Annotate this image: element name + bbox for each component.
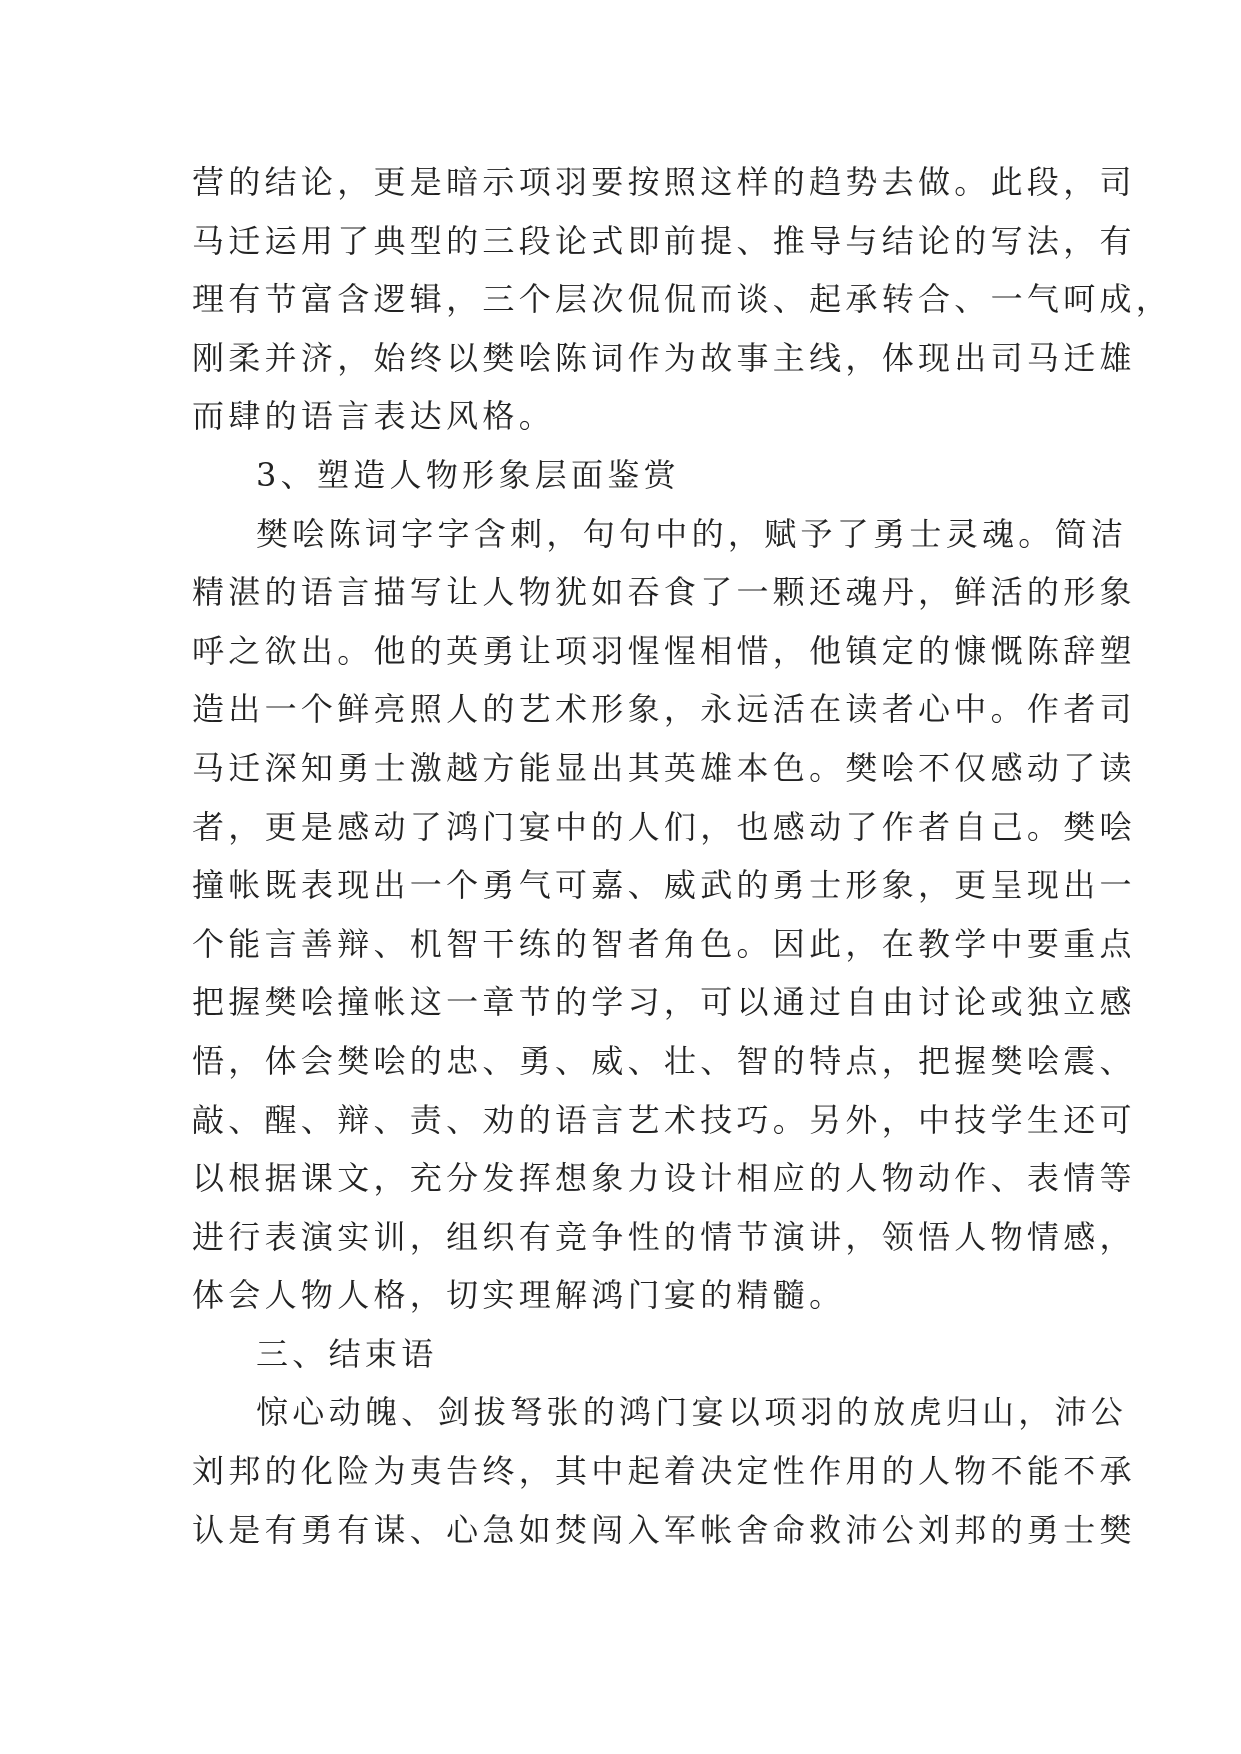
text-line: 认是有勇有谋、心急如焚闯入军帐舍命救沛公刘邦的勇士樊 [192, 1510, 1136, 1549]
text-line: 把握樊哙撞帐这一章节的学习，可以通过自由讨论或独立感 [192, 983, 1136, 1022]
body-text [192, 153, 1173, 1559]
text-line: 以根据课文，充分发挥想象力设计相应的人物动作、表情等 [192, 1159, 1136, 1198]
text-line: 马迁深知勇士激越方能显出其英雄本色。樊哙不仅感动了读 [192, 748, 1136, 787]
text-line: 进行表演实训，组织有竞争性的情节演讲，领悟人物情感， [192, 1217, 1136, 1256]
text-line: 呼之欲出。他的英勇让项羽惺惺相惜，他镇定的慷慨陈辞塑 [192, 631, 1136, 670]
text-line: 而肆的语言表达风格。 [192, 397, 556, 436]
text-line: 个能言善辩、机智干练的智者角色。因此，在教学中要重点 [192, 924, 1136, 963]
text-line: 理有节富含逻辑，三个层次侃侃而谈、起承转合、一气呵成， [192, 280, 1173, 319]
section-heading: 3、塑造人物形象层面鉴赏 [256, 455, 680, 494]
text-line: 精湛的语言描写让人物犹如吞食了一颗还魂丹，鲜活的形象 [192, 573, 1136, 612]
text-line: 营的结论，更是暗示项羽要按照这样的趋势去做。此段，司 [192, 163, 1136, 201]
text-line: 刘邦的化险为夷告终，其中起着决定性作用的人物不能不承 [192, 1452, 1136, 1491]
text-line: 者，更是感动了鸿门宴中的人们，也感动了作者自己。樊哙 [192, 807, 1136, 846]
text-line: 敲、醒、辩、责、劝的语言艺术技巧。另外，中技学生还可 [192, 1100, 1136, 1139]
text-line: 造出一个鲜亮照人的艺术形象，永远活在读者心中。作者司 [192, 690, 1136, 729]
text-line: 樊哙陈词字字含刺，句句中的，赋予了勇士灵魂。简洁 [256, 514, 1128, 553]
text-line: 体会人物人格，切实理解鸿门宴的精髓。 [192, 1276, 846, 1315]
text-line: 悟，体会樊哙的忠、勇、威、壮、智的特点，把握樊哙震、 [192, 1041, 1136, 1080]
text-line: 惊心动魄、剑拔弩张的鸿门宴以项羽的放虎归山，沛公 [256, 1393, 1128, 1432]
text-line: 撞帐既表现出一个勇气可嘉、威武的勇士形象，更呈现出一 [192, 866, 1136, 905]
text-line: 马迁运用了典型的三段论式即前提、推导与结论的写法，有 [192, 221, 1136, 260]
text-line: 刚柔并济，始终以樊哙陈词作为故事主线，体现出司马迁雄 [192, 338, 1136, 377]
section-heading: 三、结束语 [256, 1334, 438, 1373]
